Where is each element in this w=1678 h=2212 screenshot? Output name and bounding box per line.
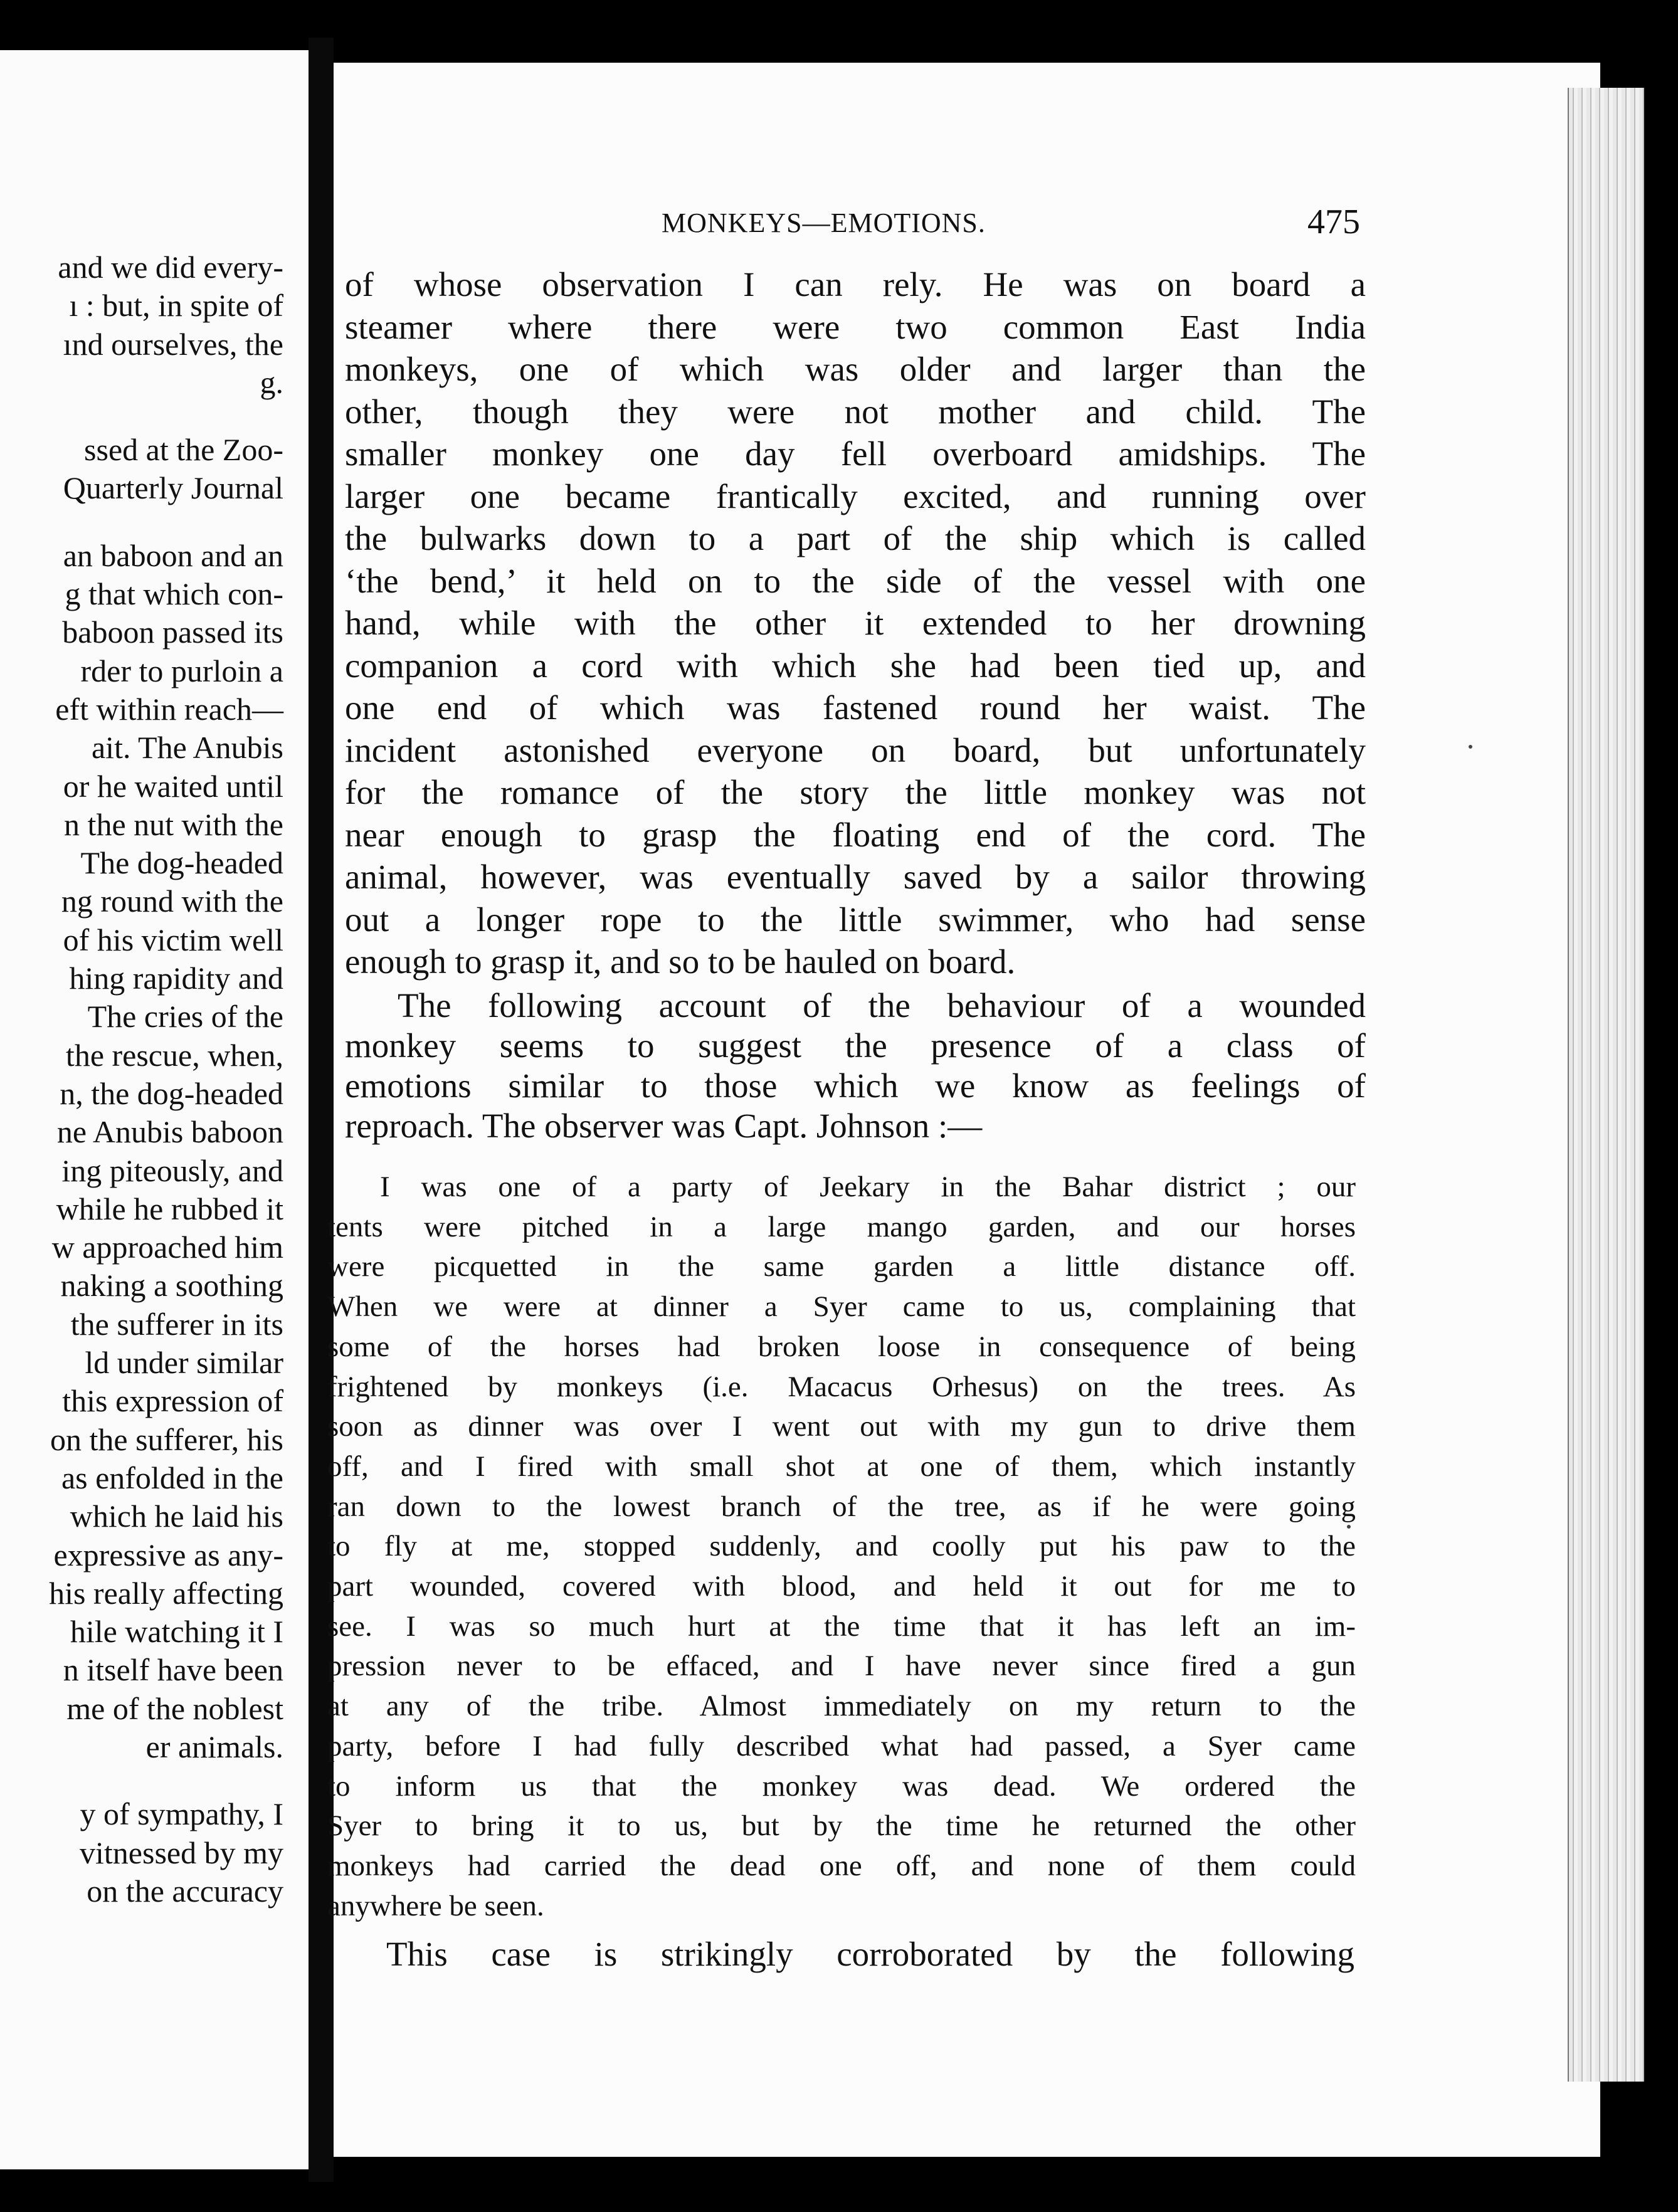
left-line: the rescue, when, <box>65 1037 283 1073</box>
quote-line: frightened by monkeys (i.e. Macacus Orhesus) on the trees. As <box>327 1370 1356 1403</box>
left-line: baboon passed its <box>62 614 283 650</box>
left-line: er animals. <box>145 1729 283 1764</box>
quote-line: When we were at dinner a Syer came to us, complaining that <box>327 1290 1356 1324</box>
left-line: n, the dog-headed <box>60 1075 283 1111</box>
left-line: or he waited until <box>63 768 283 804</box>
text-line: the bulwarks down to a part of the ship which is called <box>345 519 1366 557</box>
running-head: MONKEYS—EMOTIONS. <box>662 208 986 238</box>
left-line: expressive as any- <box>53 1537 283 1572</box>
quote-line: party, before I had fully described what had passed, a Syer came <box>327 1729 1356 1762</box>
left-line: naking a soothing <box>60 1268 283 1304</box>
left-line: this expression of <box>62 1383 283 1419</box>
left-line: ld under similar <box>85 1345 283 1381</box>
page-number: 475 <box>1307 203 1360 241</box>
left-line: The dog-headed <box>80 845 283 881</box>
left-line: eft within reach— <box>55 691 283 727</box>
text-line: monkeys, one of which was older and larger than the <box>345 350 1366 388</box>
quote-line: off, and I fired with small shot at one of them, which instantly <box>327 1450 1356 1483</box>
quote-line: pression never to be effaced, and I have never since fired a gun <box>327 1650 1356 1683</box>
scan-speck <box>1347 1525 1351 1529</box>
left-line: ait. The Anubis <box>91 730 283 766</box>
quote-line: part wounded, covered with blood, and held it out for me to <box>327 1570 1356 1603</box>
text-line: ‘the bend,’ it held on to the side of the vessel with one <box>345 561 1366 600</box>
left-line: vitnessed by my <box>80 1835 283 1870</box>
left-line: ssed at the Zoo- <box>84 432 283 468</box>
quote-line: some of the horses had broken loose in consequence of being <box>327 1330 1356 1363</box>
left-line: me of the noblest <box>66 1690 283 1726</box>
paragraph <box>351 1934 1354 1974</box>
text-line: steamer where there were two common East India <box>345 307 1366 346</box>
text-line: other, though they were not mother and child. The <box>345 392 1366 431</box>
left-line: rder to purloin a <box>80 653 283 688</box>
left-line: Quarterly Journal <box>63 470 283 506</box>
left-line: an baboon and an <box>63 537 283 573</box>
left-line: and we did every- <box>58 250 283 285</box>
left-line: The cries of the <box>87 999 283 1035</box>
quote-line: to fly at me, stopped suddenly, and coolly put his paw to the <box>327 1530 1356 1563</box>
left-line: n itself have been <box>63 1652 283 1688</box>
left-line: g. <box>260 364 283 400</box>
quote-line: soon as dinner was over I went out with my gun to drive them <box>327 1410 1356 1443</box>
quote-line: see. I was so much hurt at the time that it has left an im- <box>327 1609 1356 1643</box>
left-line: w approached him <box>51 1230 283 1265</box>
text-line: larger one became frantically excited, and running over <box>345 477 1366 515</box>
left-page-text <box>0 248 283 1910</box>
left-page <box>0 50 310 2169</box>
quote-line: tents were pitched in a large mango garden, and our horses <box>327 1210 1356 1243</box>
left-line: g that which con- <box>65 576 283 612</box>
left-line: on the sufferer, his <box>50 1421 283 1457</box>
page-edge <box>1568 88 1644 2082</box>
text-line: companion a cord with which she had been tied up, and <box>345 646 1366 685</box>
text-line: for the romance of the story the little monkey was not <box>345 773 1366 811</box>
left-line: y of sympathy, I <box>80 1796 283 1832</box>
left-line: ınd ourselves, the <box>63 326 283 362</box>
left-line: which he laid his <box>70 1498 283 1534</box>
left-line: the sufferer in its <box>70 1306 283 1342</box>
text-line: animal, however, was eventually saved by a sailor throwing <box>345 858 1366 896</box>
paragraph <box>345 263 1366 983</box>
left-line: ı : but, in spite of <box>69 288 283 324</box>
left-line: hile watching it I <box>70 1614 283 1650</box>
left-line: of his victim well <box>63 922 283 957</box>
left-line: ing piteously, and <box>61 1152 283 1188</box>
left-line: hing rapidity and <box>69 961 283 996</box>
left-line: ne Anubis baboon <box>56 1114 283 1150</box>
text-line: This case is strikingly corroborated by the following <box>386 1935 1354 1973</box>
text-line: monkey seems to suggest the presence of a class of <box>345 1026 1366 1065</box>
text-line: one end of which was fastened round her waist. The <box>345 688 1366 727</box>
text-line: reproach. The observer was Capt. Johnson :— <box>345 1107 983 1145</box>
text-line: smaller monkey one day fell overboard amidships. The <box>345 434 1366 473</box>
quote-line: to inform us that the monkey was dead. We ordered the <box>327 1769 1356 1803</box>
left-line: n the nut with the <box>64 806 283 842</box>
quote-line: ran down to the lowest branch of the tree, as if he were going <box>327 1490 1356 1523</box>
left-line: his really affecting <box>49 1575 283 1611</box>
quote-line: anywhere be seen. <box>327 1889 544 1922</box>
left-line: while he rubbed it <box>56 1191 283 1226</box>
text-line: near enough to grasp the floating end of the cord. The <box>345 815 1366 854</box>
quote-line: Syer to bring it to us, but by the time he returned the other <box>327 1809 1356 1843</box>
text-line: incident astonished everyone on board, but unfortunately <box>345 730 1366 769</box>
quote-line: I was one of a party of Jeekary in the Bahar district ; our <box>380 1171 1356 1203</box>
block-quote <box>327 1167 1356 1926</box>
text-line: emotions similar to those which we know as feelings of <box>345 1066 1366 1105</box>
text-line: hand, while with the other it extended to her drowning <box>345 604 1366 642</box>
left-line: as enfolded in the <box>61 1460 283 1495</box>
text-line: of whose observation I can rely. He was on board a <box>345 265 1366 303</box>
text-line: out a longer rope to the little swimmer, who had sense <box>345 900 1366 939</box>
left-line: ng round with the <box>61 883 283 919</box>
text-line: enough to grasp it, and so to be hauled on board. <box>345 942 1016 981</box>
paragraph <box>345 986 1366 1146</box>
quote-line: were picquetted in the same garden a little distance off. <box>327 1250 1356 1283</box>
text-line: The following account of the behaviour of a wounded <box>398 986 1366 1024</box>
scan-speck <box>1469 745 1472 749</box>
quote-line: at any of the tribe. Almost immediately on my return to the <box>327 1690 1356 1723</box>
quote-line: monkeys had carried the dead one off, and none of them could <box>327 1849 1356 1882</box>
left-line: on the accuracy <box>87 1873 283 1909</box>
